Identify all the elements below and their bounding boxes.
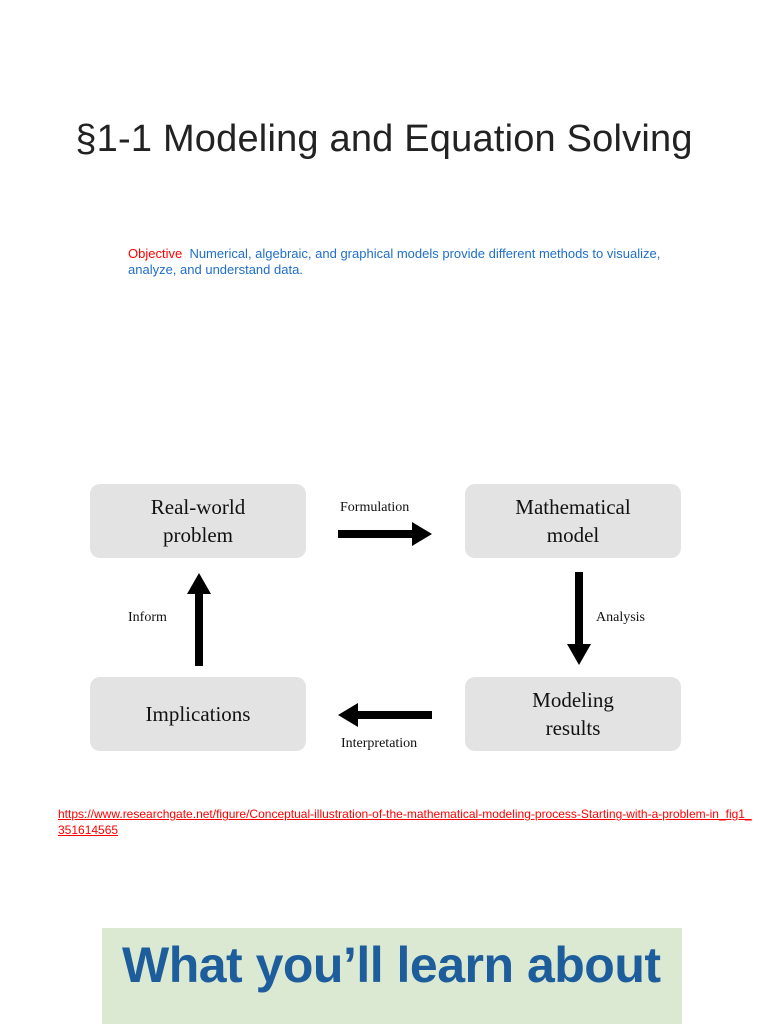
inform-label: Inform [128, 610, 167, 625]
banner-heading: What you’ll learn about [122, 937, 661, 993]
box-real-world-problem-label: Real-world problem [150, 495, 246, 547]
box-implications [90, 677, 306, 751]
formulation-label: Formulation [340, 500, 410, 515]
inform-arrow-icon [186, 572, 212, 666]
box-mathematical-model-label: Mathematical model [515, 495, 631, 547]
interpretation-label: Interpretation [341, 736, 418, 751]
learn-about-banner [102, 928, 682, 1024]
objective-text: Numerical, algebraic, and graphical models provide different methods to visualize, analyze, and understand data. [128, 246, 661, 277]
analysis-arrow-icon [566, 572, 592, 666]
objective-label: Objective [128, 246, 183, 261]
box-real-world-problem [90, 484, 306, 558]
source-link[interactable]: https://www.researchgate.net/figure/Conceptual-illustration-of-the-mathematical-modeling-process-Starting-with-a-problem-in_fig1_351614565 [58, 807, 752, 837]
objective-paragraph [128, 246, 668, 278]
box-implications-label: Implications [145, 702, 251, 726]
box-mathematical-model [465, 484, 681, 558]
interpretation-arrow-icon [338, 702, 434, 728]
box-modeling-results [465, 677, 681, 751]
analysis-label: Analysis [596, 610, 645, 625]
page-title: §1-1 Modeling and Equation Solving [75, 118, 693, 160]
modeling-process-diagram [0, 470, 768, 770]
formulation-arrow-icon [338, 521, 434, 547]
box-modeling-results-label: Modeling results [532, 688, 614, 740]
